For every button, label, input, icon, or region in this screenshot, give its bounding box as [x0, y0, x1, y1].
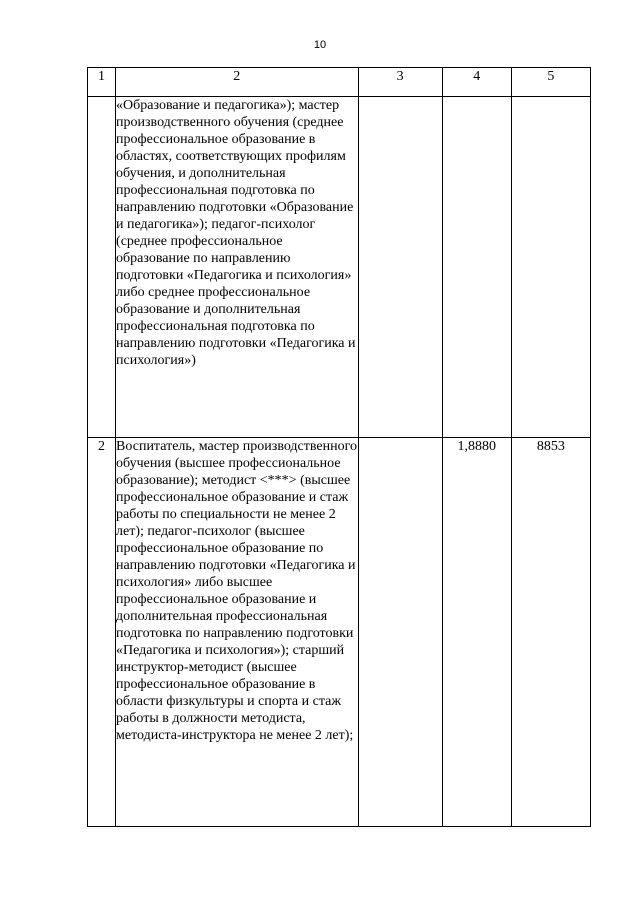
column-header-3: 3 — [358, 68, 442, 97]
page-number: 10 — [313, 39, 327, 51]
position-text: Воспитатель, мастер производственного обучения (высшее профессиональное образование); методист <***> (высшее профессиональное образование и стаж работы по специальности не менее 2 лет); педагог-психолог (высшее профессиональное образование по направлению подготовки «Педагогика и психология» либо высшее профессиональное образование и дополнительная профессиональная подготовка по направлению подготовки «Педагогика и психология»); старший инструктор-методист (высшее профессиональное образование в области физкультуры и спорта и стаж работы в должности методиста, методиста-инструктора не менее 2 лет); — [116, 439, 357, 743]
table-row — [88, 438, 591, 827]
table-header-row — [88, 68, 591, 97]
column-header-4: 4 — [442, 68, 511, 97]
cell-col3 — [358, 438, 442, 827]
cell-col3 — [358, 97, 442, 438]
column-header-2: 2 — [116, 68, 358, 97]
column-header-5: 5 — [511, 68, 590, 97]
table-row — [88, 97, 591, 438]
salary-table — [87, 67, 591, 827]
coefficient-cell — [442, 97, 511, 438]
salary-cell — [511, 97, 590, 438]
position-description — [116, 97, 358, 438]
row-number: 2 — [88, 438, 116, 827]
row-number — [88, 97, 116, 438]
position-text: «Образование и педагогика»); мастер производственного обучения (среднее профессиональное образование в областях, соответствующих профилям обучения, и дополнительная профессиональная подготовка по направлению подготовки «Образование и педагогика»); педагог-психолог (среднее профессиональное образование по направлению подготовки «Педагогика и психология» либо среднее профессиональное образование и дополнительная профессиональная подготовка по направлению подготовки «Педагогика и психология») — [116, 98, 356, 368]
column-header-1: 1 — [88, 68, 116, 97]
salary-cell: 8853 — [511, 438, 590, 827]
position-description — [116, 438, 358, 827]
coefficient-cell: 1,8880 — [442, 438, 511, 827]
